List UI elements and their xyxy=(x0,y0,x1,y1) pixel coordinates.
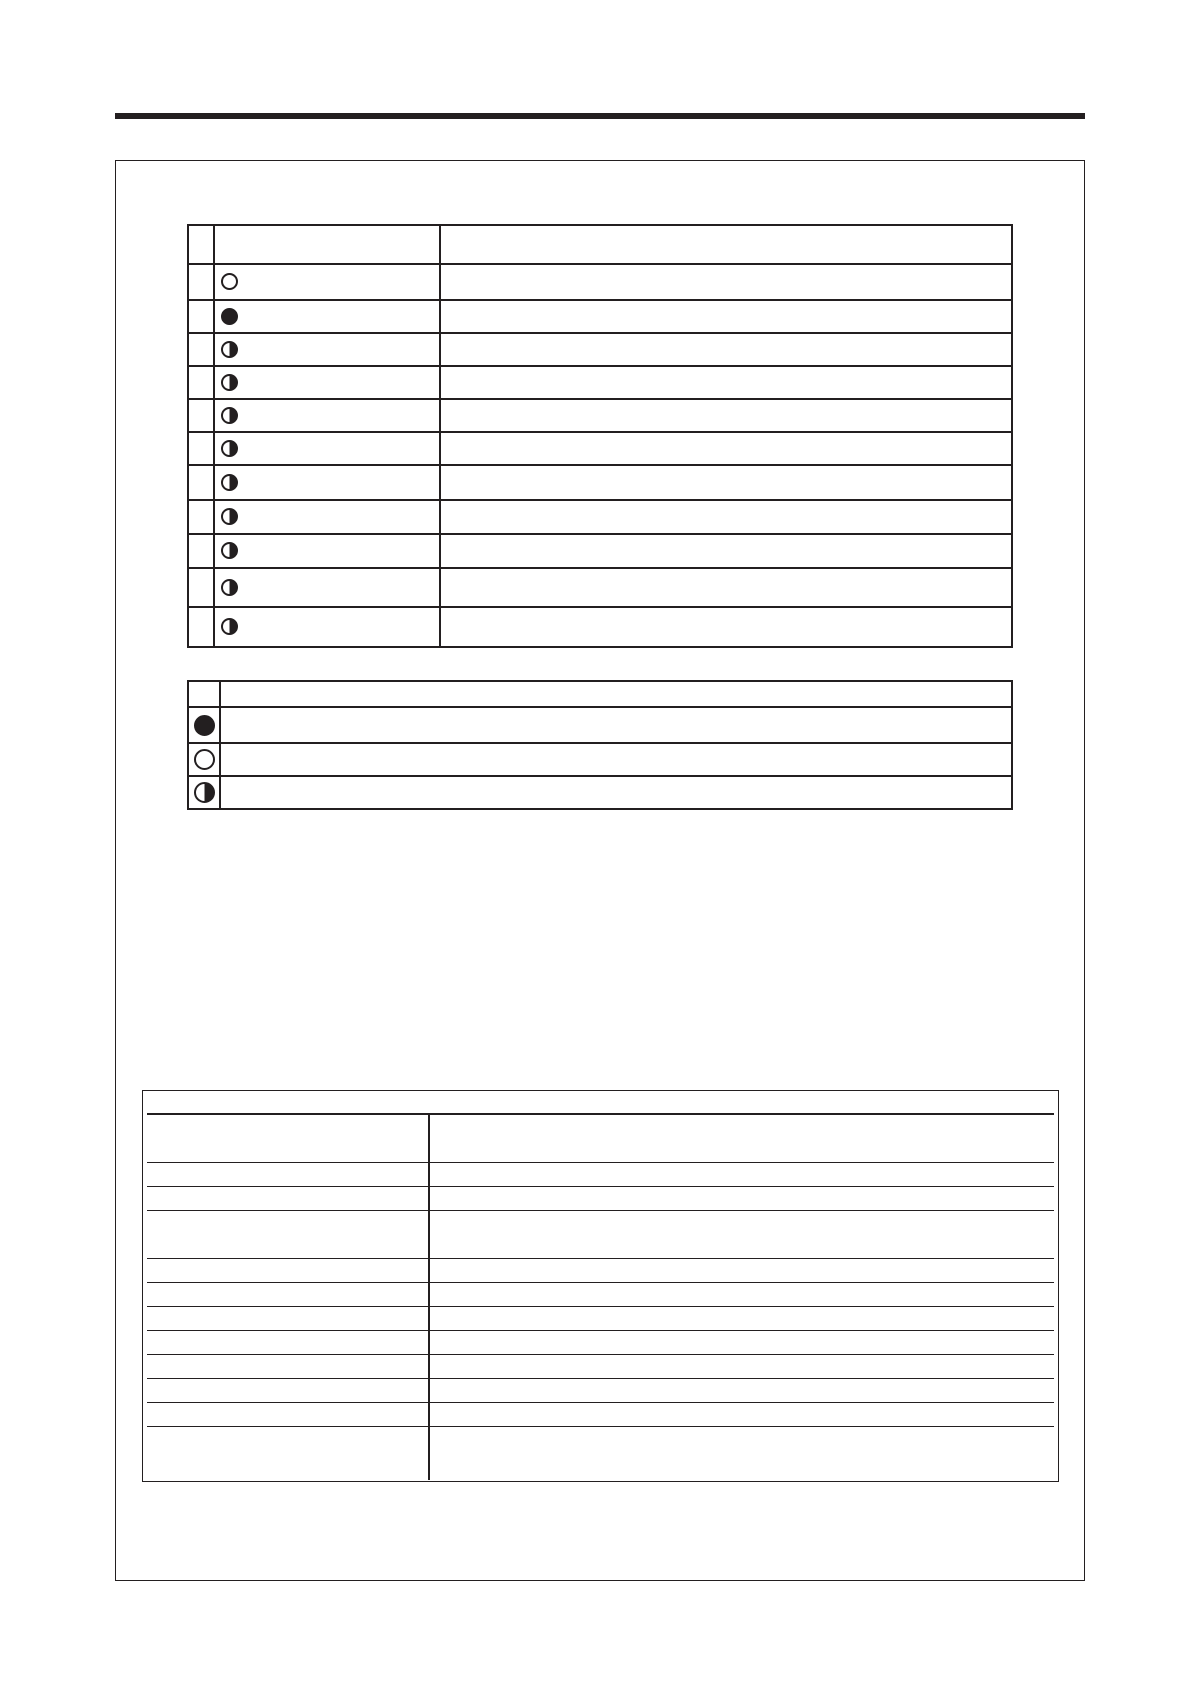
table-row xyxy=(147,1378,1054,1402)
row-symbol-cell xyxy=(214,607,440,647)
spec-cell-left xyxy=(147,1186,429,1210)
half-circle-icon xyxy=(221,440,238,457)
half-circle-icon xyxy=(221,508,238,525)
row-description xyxy=(440,366,1012,399)
legend-text xyxy=(220,743,1012,776)
row-symbol-cell xyxy=(214,534,440,568)
table-row xyxy=(147,1282,1054,1306)
list-item xyxy=(188,743,1012,776)
spec-cell-right xyxy=(429,1186,1054,1210)
open-circle-icon xyxy=(221,273,238,290)
spec-cell-left xyxy=(147,1258,429,1282)
table-row xyxy=(188,534,1012,568)
row-number xyxy=(188,568,214,607)
spec-cell-right xyxy=(429,1258,1054,1282)
legend-header-text xyxy=(220,681,1012,707)
spec-cell-right xyxy=(429,1162,1054,1186)
row-symbol-cell xyxy=(214,399,440,432)
table-row xyxy=(188,366,1012,399)
header-symbol-cell xyxy=(214,225,440,264)
spec-cell-left xyxy=(147,1426,429,1480)
row-number xyxy=(188,333,214,366)
spec-cell-right xyxy=(429,1210,1054,1258)
header-description-cell xyxy=(440,225,1012,264)
top-rule xyxy=(115,113,1085,119)
table-row xyxy=(188,399,1012,432)
spec-cell-right xyxy=(429,1306,1054,1330)
list-item xyxy=(188,707,1012,743)
row-symbol-cell xyxy=(214,500,440,534)
row-description xyxy=(440,300,1012,333)
legend-symbol-cell xyxy=(188,776,220,809)
table-row xyxy=(188,607,1012,647)
spec-cell-right xyxy=(429,1330,1054,1354)
table-row xyxy=(147,1354,1054,1378)
spec-table-box xyxy=(142,1090,1059,1482)
spec-cell-right xyxy=(429,1426,1054,1480)
row-symbol-cell xyxy=(214,333,440,366)
spec-cell-right xyxy=(429,1378,1054,1402)
row-symbol-cell xyxy=(214,366,440,399)
open-circle-icon xyxy=(194,749,215,770)
row-number xyxy=(188,366,214,399)
row-number xyxy=(188,607,214,647)
row-description xyxy=(440,500,1012,534)
table-row xyxy=(147,1258,1054,1282)
row-symbol-cell xyxy=(214,432,440,465)
row-description xyxy=(440,534,1012,568)
spec-cell-right xyxy=(429,1402,1054,1426)
row-number xyxy=(188,500,214,534)
table-row xyxy=(147,1402,1054,1426)
half-circle-icon xyxy=(221,618,238,635)
row-description xyxy=(440,333,1012,366)
legend-symbol-cell xyxy=(188,707,220,743)
row-description xyxy=(440,607,1012,647)
row-number xyxy=(188,534,214,568)
spec-cell-left xyxy=(147,1330,429,1354)
table-row xyxy=(147,1426,1054,1480)
spec-cell-right xyxy=(429,1354,1054,1378)
half-circle-icon xyxy=(221,542,238,559)
row-description xyxy=(440,568,1012,607)
row-description xyxy=(440,399,1012,432)
spec-cell-left xyxy=(147,1162,429,1186)
legend-symbol-cell xyxy=(188,743,220,776)
half-circle-icon xyxy=(221,474,238,491)
row-number xyxy=(188,264,214,300)
table-row xyxy=(188,264,1012,300)
spec-cell-right xyxy=(429,1282,1054,1306)
table-row xyxy=(188,568,1012,607)
table-row xyxy=(188,333,1012,366)
legend-text xyxy=(220,776,1012,809)
table-row xyxy=(147,1330,1054,1354)
legend-text xyxy=(220,707,1012,743)
spec-cell-left xyxy=(147,1306,429,1330)
half-circle-icon xyxy=(221,341,238,358)
half-circle-icon xyxy=(194,782,215,803)
row-number xyxy=(188,300,214,333)
table-row xyxy=(188,465,1012,500)
legend-header xyxy=(188,681,1012,707)
table-row xyxy=(147,1162,1054,1186)
row-description xyxy=(440,465,1012,500)
half-circle-icon xyxy=(221,579,238,596)
header-number-cell xyxy=(188,225,214,264)
table-row xyxy=(147,1210,1054,1258)
filled-circle-icon xyxy=(194,715,215,736)
legend-table xyxy=(187,680,1013,810)
half-circle-icon xyxy=(221,407,238,424)
symbol-table-header xyxy=(188,225,1012,264)
legend-header-symbol-cell xyxy=(188,681,220,707)
spec-header-left xyxy=(147,1114,429,1162)
spec-cell-left xyxy=(147,1378,429,1402)
row-symbol-cell xyxy=(214,300,440,333)
spec-cell-left xyxy=(147,1354,429,1378)
list-item xyxy=(188,776,1012,809)
row-number xyxy=(188,399,214,432)
row-description xyxy=(440,264,1012,300)
row-symbol-cell xyxy=(214,264,440,300)
row-symbol-cell xyxy=(214,568,440,607)
row-number xyxy=(188,432,214,465)
table-row xyxy=(188,300,1012,333)
table-row xyxy=(188,500,1012,534)
spec-header xyxy=(147,1114,1054,1162)
spec-header-right xyxy=(429,1114,1054,1162)
row-number xyxy=(188,465,214,500)
table-row xyxy=(147,1306,1054,1330)
table-row xyxy=(147,1186,1054,1210)
spec-table xyxy=(147,1113,1054,1480)
filled-circle-icon xyxy=(221,308,238,325)
spec-cell-left xyxy=(147,1210,429,1258)
spec-cell-left xyxy=(147,1402,429,1426)
spec-cell-left xyxy=(147,1282,429,1306)
table-row xyxy=(188,432,1012,465)
row-symbol-cell xyxy=(214,465,440,500)
half-circle-icon xyxy=(221,374,238,391)
row-description xyxy=(440,432,1012,465)
symbol-table xyxy=(187,224,1013,648)
